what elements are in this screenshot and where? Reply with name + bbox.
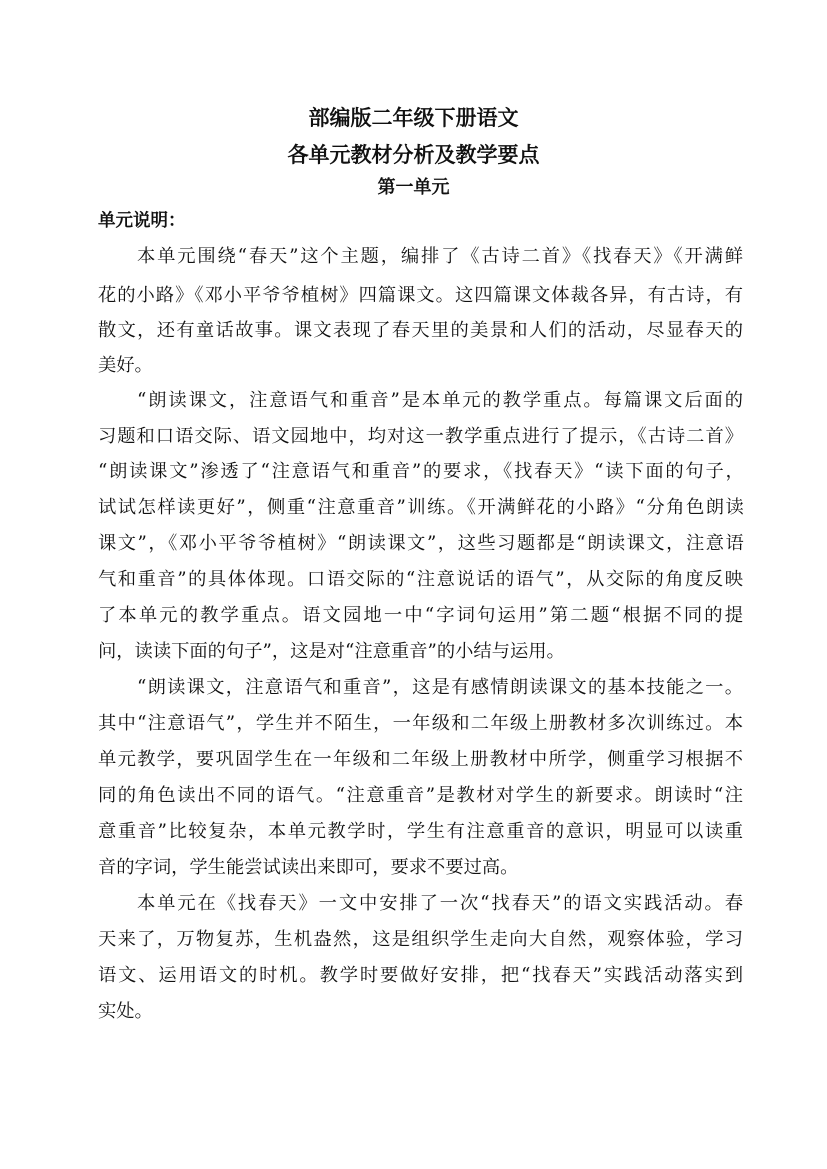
text-line: 散文，还有童话故事。课文表现了春天里的美景和人们的活动，尽显春天的 <box>98 320 743 341</box>
text-line: 试试怎样读更好”，侧重“注意重音”训练。《开满鲜花的小路》“分角色朗读 <box>98 497 743 518</box>
document-title: 部编版二年级下册语文 <box>308 105 519 130</box>
text-line: 本单元围绕“春天”这个主题，编排了《古诗二首》《找春天》《开满鲜 <box>137 246 743 267</box>
text-line: 课文”，《邓小平爷爷植树》“朗读课文”，这些习题都是“朗读课文，注意语 <box>98 533 743 554</box>
unit-heading: 第一单元 <box>377 177 450 198</box>
text-line: 单元教学，要巩固学生在一年级和二年级上册教材中所学，侧重学习根据不 <box>98 749 743 770</box>
text-line: 本单元在《找春天》一文中安排了一次“找春天”的语文实践活动。春 <box>137 893 743 914</box>
text-line: 问，读读下面的句子”，这是对“注意重音”的小结与运用。 <box>98 641 565 662</box>
text-line: “朗读课文，注意语气和重音”，这是有感情朗读课文的基本技能之一。 <box>137 677 743 698</box>
text-line: 语文、运用语文的时机。教学时要做好安排，把“找春天”实践活动落实到 <box>98 965 743 986</box>
text-line: 实处。 <box>98 1001 153 1022</box>
text-line: 气和重音”的具体体现。口语交际的“注意说话的语气”，从交际的角度反映 <box>98 569 743 590</box>
text-line: 同的角色读出不同的语气。“注意重音”是教材对学生的新要求。朗读时“注 <box>98 785 743 806</box>
text-line: 音的字词，学生能尝试读出来即可，要求不要过高。 <box>98 857 519 878</box>
section-label: 单元说明： <box>98 211 186 231</box>
text-line: “朗读课文”渗透了“注意语气和重音”的要求，《找春天》“读下面的句子， <box>98 461 743 482</box>
text-line: 意重音”比较复杂，本单元教学时，学生有注意重音的意识，明显可以读重 <box>98 821 743 842</box>
text-line: 其中“注意语气”，学生并不陌生，一年级和二年级上册教材多次训练过。本 <box>98 713 743 734</box>
text-line: 美好。 <box>98 355 153 376</box>
text-line: 天来了，万物复苏，生机盎然，这是组织学生走向大自然，观察体验，学习 <box>98 929 743 950</box>
text-line: 花的小路》《邓小平爷爷植树》四篇课文。这四篇课文体裁各异，有古诗，有 <box>98 285 743 306</box>
text-line: 了本单元的教学重点。语文园地一中“字词句运用”第二题“根据不同的提 <box>98 605 743 626</box>
document-subtitle: 各单元教材分析及教学要点 <box>287 142 540 167</box>
text-line: 习题和口语交际、语文园地中，均对这一教学重点进行了提示，《古诗二首》 <box>98 426 743 447</box>
text-line: “朗读课文，注意语气和重音”是本单元的教学重点。每篇课文后面的 <box>137 390 743 411</box>
